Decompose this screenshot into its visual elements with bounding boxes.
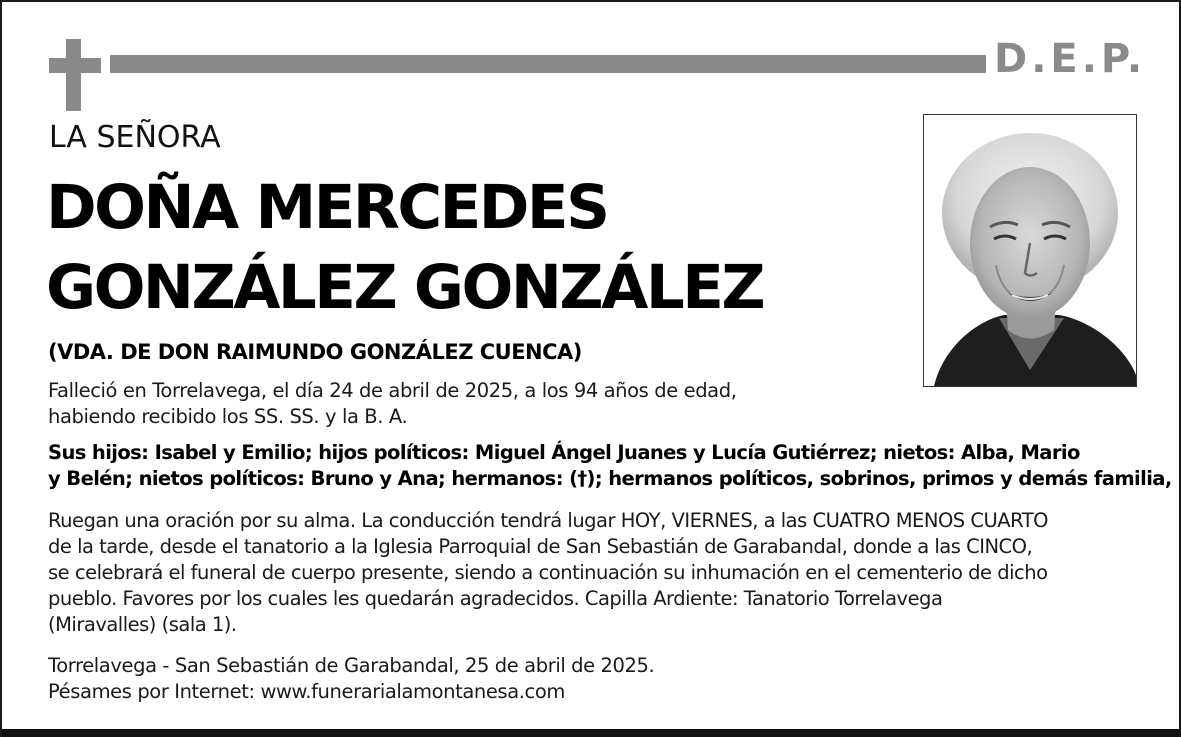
death-details-line: Falleció en Torrelavega, el día 24 de abril de 2025, a los 94 años de edad,: [48, 379, 737, 402]
deceased-name-line1: DOÑA MERCEDES: [46, 172, 608, 243]
honorific-prefix: LA SEÑORA: [49, 120, 221, 155]
deceased-name-line2: GONZÁLEZ GONZÁLEZ: [46, 252, 764, 323]
death-details: [48, 378, 737, 430]
cross-icon: [49, 39, 101, 111]
place-date: Torrelavega - San Sebastián de Garabandal, 25 de abril de 2025.: [48, 654, 655, 677]
death-details-line: habiendo recibido los SS. SS. y la B. A.: [48, 405, 408, 428]
family-list: [48, 440, 1172, 492]
family-list-line: Sus hijos: Isabel y Emilio; hijos políticos: Miguel Ángel Juanes y Lucía Gutiérrez; nietos: Alba, Mario: [48, 441, 1080, 464]
family-list-line: y Belén; nietos políticos: Bruno y Ana; hermanos: (†); hermanos políticos, sobrinos, primos y demás familia,: [48, 467, 1172, 490]
condolences-link[interactable]: Pésames por Internet: www.funerarialamontanesa.com: [48, 680, 565, 703]
service-details-line: pueblo. Favores por los cuales les quedarán agradecidos. Capilla Ardiente: Tanatorio Torrelavega: [48, 587, 943, 610]
service-details-line: de la tarde, desde el tanatorio a la Iglesia Parroquial de San Sebastián de Garabandal, donde a las CINCO,: [48, 535, 1033, 558]
service-details-line: (Miravalles) (sala 1).: [48, 613, 237, 636]
bottom-rule: [2, 729, 1179, 737]
deceased-photo: [923, 114, 1137, 387]
widow-of: (VDA. DE DON RAIMUNDO GONZÁLEZ CUENCA): [48, 340, 582, 364]
header-rule: [110, 55, 986, 73]
dep-label: D.E.P.: [994, 36, 1147, 82]
footer: [48, 653, 654, 705]
service-details-line: Ruegan una oración por su alma. La conducción tendrá lugar HOY, VIERNES, a las CUATRO MENOS CUARTO: [48, 509, 1048, 532]
service-details: [48, 508, 1048, 638]
service-details-line: se celebrará el funeral de cuerpo presente, siendo a continuación su inhumación en el cementerio de dicho: [48, 561, 1048, 584]
